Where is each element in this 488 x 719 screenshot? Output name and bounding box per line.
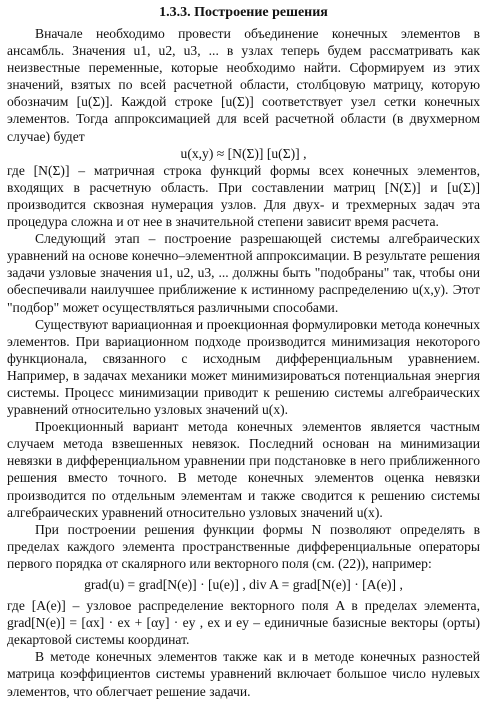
paragraph-4: Существуют вариационная и проекционная формулировки метода конечных элементов. При вариационном подходе производится минимизация некоторого функционала, связанного с исходным дифференциальным уравнением. Например, в задачах механики может минимизироваться потенциальная энергия системы. Процесс минимизации приводит к решению системы алгебраических уравнений относительно узловых значений u(x). bbox=[7, 316, 480, 418]
formula-approximation: u(x,y) ≈ [N(Σ)] [u(Σ)] , bbox=[180, 145, 307, 161]
paragraph-5: Проекционный вариант метода конечных элементов является частным случаем метода взвешенных невязок. Последний основан на минимизации невязки в дифференциальном уравнении при подстановке в него приближенного решения вместо точного. В методе конечных элементов оценка невязки производится по отдельным элементам и также сводится к решению системы алгебраических уравнений относительно узловых значений u(x). bbox=[7, 419, 480, 520]
paragraph-8: В методе конечных элементов также как и в методе конечных разностей матрица коэффициентов системы уравнений включает большое число нулевых элементов, что облегчает решение задачи. bbox=[7, 649, 480, 699]
paragraph-3: Следующий этап – построение разрешающей системы алгебраических уравнений на основе конечно–элементной аппроксимации. В результате решения задачи узловые значения u1, u2, u3, ... должны быть "подобраны" так, чтобы они обеспечивали наилучшее приближение к истинному распределению u(x,y). Этот "подбор" может осуществляться различными способами. bbox=[7, 231, 480, 315]
formula-gradient-divergence: grad(u) = grad[N(e)] · [u(e)] , div A = grad[N(e)] · [A(e)] , bbox=[84, 577, 403, 592]
paragraph-2: где [N(Σ)] – матричная строка функций формы всех конечных элементов, входящих в расчетную область. При составлении матриц [N(Σ)] и [u(Σ)] производится сквозная нумерация узлов. Для двух- и трехмерных задач эта процедура сложна и от нее в значительной степени зависит время расчета. bbox=[7, 162, 480, 230]
paragraph-6: При построении решения функции формы N позволяют определять в пределах каждого элемента пространственные дифференциальные операторы первого порядка от скалярного или векторного поля (см. (22)), например: bbox=[7, 521, 480, 571]
paragraph-1: Вначале необходимо провести объединение конечных элементов в ансамбль. Значения u1, u2, u3, ... в узлах теперь будем рассматривать как неизвестные переменные, которые необходимо найти. Сформируем из этих значений, взятых по всей расчетной области, столбцовую матрицу, которую обозначим [u(Σ)]. Каждой строке [u(Σ)] соответствует узел сетки конечных элементов. Тогда аппроксимацией для всей расчетной области (в двухмерном случае) будет bbox=[7, 26, 480, 144]
section-heading: 1.3.3. Построение решения bbox=[159, 5, 328, 20]
paragraph-7: где [A(e)] – узловое распределение векторного поля A в пределах элемента, grad[N(e)] = [αx] · ex + [αy] · ey , ex и ey – единичные базисные векторы (орты) декартовой системы координат. bbox=[7, 598, 480, 648]
